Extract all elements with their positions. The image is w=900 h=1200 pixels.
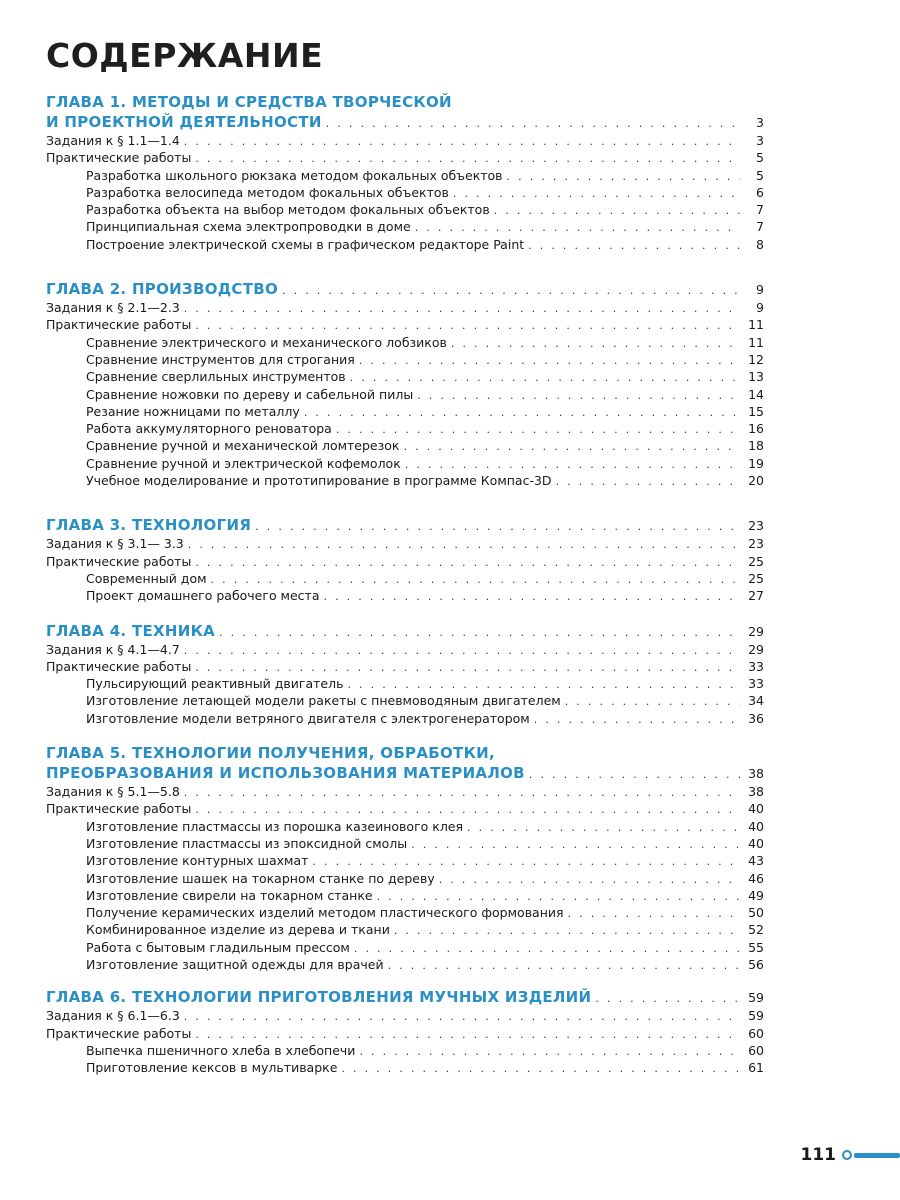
toc-entry <box>46 351 764 368</box>
page-ref: 40 <box>748 835 764 851</box>
chapter-title: И ПРОЕКТНОЙ ДЕЯТЕЛЬНОСТИ <box>46 113 322 131</box>
toc-entry <box>46 921 764 938</box>
page-ref: 36 <box>748 710 764 726</box>
toc-entry <box>46 692 764 709</box>
page-ref: 25 <box>748 553 764 569</box>
toc-entry <box>46 887 764 904</box>
chapter-heading <box>46 987 764 1007</box>
dot-leader <box>195 317 740 334</box>
dot-leader <box>326 114 740 134</box>
toc-entry <box>46 299 764 316</box>
dot-leader <box>255 517 740 537</box>
page-ref: 18 <box>748 438 764 454</box>
page-ref: 40 <box>748 818 764 834</box>
entry-title: Задания к § 1.1—1.4 <box>46 133 180 148</box>
dot-leader <box>184 133 740 150</box>
toc-entry <box>46 218 764 235</box>
dot-leader <box>336 421 740 438</box>
entry-title: Разработка велосипеда методом фокальных объектов <box>86 184 449 200</box>
page-ref: 52 <box>748 922 764 938</box>
chapter-block <box>46 92 764 253</box>
page-ref: 3 <box>756 133 764 148</box>
entry-title: Сравнение ручной и электрической кофемолок <box>86 455 401 471</box>
entry-title: Комбинированное изделие из дерева и ткани <box>86 922 390 938</box>
dot-leader <box>405 456 740 473</box>
toc-entry <box>46 420 764 437</box>
page-ref: 60 <box>748 1042 764 1058</box>
page-ref: 9 <box>756 282 764 298</box>
page-ref: 19 <box>748 455 764 471</box>
dot-leader <box>415 219 740 236</box>
entry-title: Практические работы <box>46 317 192 333</box>
toc-entry <box>46 800 764 817</box>
page-title: СОДЕРЖАНИЕ <box>46 36 324 75</box>
entry-title: Сравнение ручной и механической ломтерезок <box>86 438 400 454</box>
toc-entry <box>46 1042 764 1059</box>
entry-title: Работа аккумуляторного реноватора <box>86 421 332 437</box>
dot-leader <box>195 1026 740 1043</box>
table-of-contents <box>46 92 764 1076</box>
toc-entry <box>46 939 764 956</box>
page-ref: 43 <box>748 853 764 869</box>
dot-leader <box>388 957 740 974</box>
dot-leader <box>195 801 740 818</box>
toc-entry <box>46 1007 764 1024</box>
dot-leader <box>467 819 740 836</box>
dot-leader <box>411 836 740 853</box>
chapter-block <box>46 515 764 604</box>
entry-title: Изготовление пластмассы из эпоксидной смолы <box>86 835 408 851</box>
page-ref: 60 <box>748 1025 764 1041</box>
toc-entry <box>46 472 764 489</box>
entry-title: Пульсирующий реактивный двигатель <box>86 676 344 692</box>
page-ref: 33 <box>748 658 764 674</box>
toc-entry <box>46 236 764 253</box>
toc-entry <box>46 149 764 166</box>
entry-title: Сравнение ножовки по дереву и сабельной пилы <box>86 386 414 402</box>
dot-leader <box>312 853 740 870</box>
entry-title: Изготовление модели ветряного двигателя с электрогенератором <box>86 710 530 726</box>
entry-title: Изготовление пластмассы из порошка казеинового клея <box>86 818 464 834</box>
page-ref: 11 <box>748 317 764 333</box>
page-footer <box>801 1145 900 1165</box>
toc-entry <box>46 368 764 385</box>
toc-entry <box>46 1025 764 1042</box>
entry-title: Практические работы <box>46 658 192 674</box>
dot-leader <box>188 536 740 553</box>
page-ref: 38 <box>748 784 764 800</box>
chapter-heading <box>46 279 764 299</box>
page-ref: 59 <box>748 990 764 1006</box>
entry-title: Построение электрической схемы в графическом редакторе Paint <box>86 236 525 252</box>
dot-leader <box>529 765 740 785</box>
dot-leader <box>304 404 740 421</box>
toc-entry <box>46 641 764 658</box>
dot-leader <box>219 623 740 643</box>
circle-marker-icon <box>842 1150 852 1160</box>
dot-leader <box>451 335 740 352</box>
chapter-block <box>46 743 764 973</box>
entry-title: Разработка школьного рюкзака методом фокальных объектов <box>86 167 503 183</box>
chapter-heading <box>46 763 764 783</box>
dot-leader <box>282 281 740 301</box>
page-ref: 5 <box>756 150 764 166</box>
toc-entry <box>46 535 764 552</box>
dot-leader <box>184 784 740 801</box>
entry-title: Изготовление защитной одежды для врачей <box>86 956 384 972</box>
chapter-heading <box>46 621 764 641</box>
dot-leader <box>377 888 740 905</box>
toc-entry <box>46 437 764 454</box>
toc-entry <box>46 818 764 835</box>
dot-leader <box>195 150 740 167</box>
dot-leader <box>341 1060 740 1077</box>
page-ref: 33 <box>748 676 764 692</box>
page-ref: 27 <box>748 588 764 604</box>
entry-title: Практические работы <box>46 150 192 166</box>
entry-title: Задания к § 5.1—5.8 <box>46 784 180 800</box>
page-ref: 3 <box>756 115 764 130</box>
chapter-title: ГЛАВА 2. ПРОИЗВОДСТВО <box>46 280 279 299</box>
dot-leader <box>195 659 740 676</box>
chapter-block <box>46 987 764 1076</box>
chapter-title: ПРЕОБРАЗОВАНИЯ И ИСПОЛЬЗОВАНИЯ МАТЕРИАЛОВ <box>46 764 525 783</box>
chapter-title-line: ГЛАВА 5. ТЕХНОЛОГИИ ПОЛУЧЕНИЯ, ОБРАБОТКИ, <box>46 744 495 763</box>
chapter-block <box>46 621 764 727</box>
entry-title: Практические работы <box>46 801 192 817</box>
entry-title: Сравнение сверлильных инструментов <box>86 369 346 385</box>
toc-entry <box>46 904 764 921</box>
toc-entry <box>46 167 764 184</box>
page-ref: 34 <box>748 693 764 709</box>
toc-entry <box>46 570 764 587</box>
chapter-heading <box>46 112 764 132</box>
page-ref: 13 <box>748 369 764 385</box>
toc-entry <box>46 316 764 333</box>
dot-leader <box>184 1008 740 1025</box>
page-ref: 29 <box>748 623 764 639</box>
page-ref: 8 <box>756 236 764 252</box>
entry-title: Задания к § 3.1— 3.3 <box>46 536 184 552</box>
dot-leader <box>403 438 740 455</box>
dot-leader <box>184 642 740 659</box>
page-ref: 7 <box>756 219 764 235</box>
entry-title: Резание ножницами по металлу <box>86 403 300 419</box>
toc-entry <box>46 587 764 604</box>
page-ref: 50 <box>748 905 764 921</box>
toc-entry <box>46 201 764 218</box>
page-ref: 14 <box>748 386 764 402</box>
page-ref: 29 <box>748 641 764 657</box>
dot-leader <box>439 871 740 888</box>
toc-entry <box>46 184 764 201</box>
dot-leader <box>354 940 740 957</box>
entry-title: Изготовление летающей модели ракеты с пневмоводяным двигателем <box>86 693 561 709</box>
accent-bar <box>854 1153 900 1158</box>
entry-title: Принципиальная схема электропроводки в доме <box>86 219 411 235</box>
dot-leader <box>359 352 740 369</box>
entry-title: Работа с бытовым гладильным прессом <box>86 939 350 955</box>
page-ref: 11 <box>748 334 764 350</box>
toc-entry <box>46 710 764 727</box>
toc-entry <box>46 455 764 472</box>
entry-title: Сравнение электрического и механического лобзиков <box>86 334 447 350</box>
dot-leader <box>350 369 740 386</box>
page-ref: 6 <box>756 184 764 200</box>
dot-leader <box>507 168 740 185</box>
page-ref: 61 <box>748 1060 764 1076</box>
page-ref: 23 <box>748 536 764 552</box>
page-ref: 20 <box>748 473 764 489</box>
page-ref: 7 <box>756 202 764 218</box>
dot-leader <box>394 922 740 939</box>
entry-title: Разработка объекта на выбор методом фокальных объектов <box>86 202 490 218</box>
entry-title: Учебное моделирование и прототипирование в программе Компас-3D <box>86 473 552 489</box>
dot-leader <box>211 571 740 588</box>
dot-leader <box>324 588 741 605</box>
toc-entry <box>46 783 764 800</box>
page-ref: 59 <box>748 1008 764 1024</box>
page-ref: 9 <box>756 300 764 316</box>
entry-title: Получение керамических изделий методом пластического формования <box>86 905 564 921</box>
toc-entry <box>46 386 764 403</box>
dot-leader <box>359 1043 740 1060</box>
entry-title: Практические работы <box>46 553 192 569</box>
dot-leader <box>568 905 740 922</box>
chapter-block <box>46 279 764 489</box>
toc-entry <box>46 658 764 675</box>
toc-entry <box>46 553 764 570</box>
dot-leader <box>556 473 740 490</box>
page-ref: 25 <box>748 570 764 586</box>
dot-leader <box>565 693 740 710</box>
page-ref: 40 <box>748 801 764 817</box>
entry-title: Изготовление свирели на токарном станке <box>86 887 373 903</box>
entry-title: Изготовление контурных шахмат <box>86 853 309 869</box>
chapter-title: ГЛАВА 3. ТЕХНОЛОГИЯ <box>46 516 252 535</box>
entry-title: Задания к § 2.1—2.3 <box>46 300 180 316</box>
entry-title: Выпечка пшеничного хлеба в хлебопечи <box>86 1042 356 1058</box>
entry-title: Задания к § 4.1—4.7 <box>46 641 180 657</box>
dot-leader <box>417 387 740 404</box>
toc-entry <box>46 334 764 351</box>
toc-entry <box>46 132 764 149</box>
entry-title: Проект домашнего рабочего места <box>86 588 320 604</box>
page-ref: 16 <box>748 421 764 437</box>
toc-entry <box>46 675 764 692</box>
entry-title: Приготовление кексов в мультиварке <box>86 1060 338 1076</box>
page-ref: 56 <box>748 956 764 972</box>
page-ref: 15 <box>748 403 764 419</box>
toc-entry <box>46 956 764 973</box>
toc-entry <box>46 403 764 420</box>
entry-title: Практические работы <box>46 1025 192 1041</box>
chapter-title-line: ГЛАВА 1. МЕТОДЫ И СРЕДСТВА ТВОРЧЕСКОЙ <box>46 93 452 111</box>
toc-entry <box>46 835 764 852</box>
dot-leader <box>528 237 740 254</box>
dot-leader <box>347 676 740 693</box>
toc-entry <box>46 870 764 887</box>
dot-leader <box>453 185 740 202</box>
dot-leader <box>184 300 740 317</box>
dot-leader <box>494 202 740 219</box>
chapter-heading <box>46 515 764 535</box>
dot-leader <box>195 554 740 571</box>
entry-title: Изготовление шашек на токарном станке по дереву <box>86 870 435 886</box>
page-ref: 38 <box>748 766 764 782</box>
page-ref: 23 <box>748 518 764 534</box>
dot-leader <box>595 989 740 1009</box>
dot-leader <box>534 711 740 728</box>
toc-entry <box>46 1059 764 1076</box>
page-ref: 55 <box>748 939 764 955</box>
entry-title: Современный дом <box>86 570 207 586</box>
page-ref: 46 <box>748 870 764 886</box>
page-ref: 5 <box>756 167 764 183</box>
entry-title: Задания к § 6.1—6.3 <box>46 1008 180 1024</box>
toc-entry <box>46 852 764 869</box>
entry-title: Сравнение инструментов для строгания <box>86 351 355 367</box>
page-number: 111 <box>800 1145 836 1165</box>
page-ref: 12 <box>748 351 764 367</box>
page-ref: 49 <box>748 887 764 903</box>
chapter-title: ГЛАВА 4. ТЕХНИКА <box>46 621 216 640</box>
chapter-title: ГЛАВА 6. ТЕХНОЛОГИИ ПРИГОТОВЛЕНИЯ МУЧНЫХ ИЗДЕЛИЙ <box>46 988 592 1007</box>
